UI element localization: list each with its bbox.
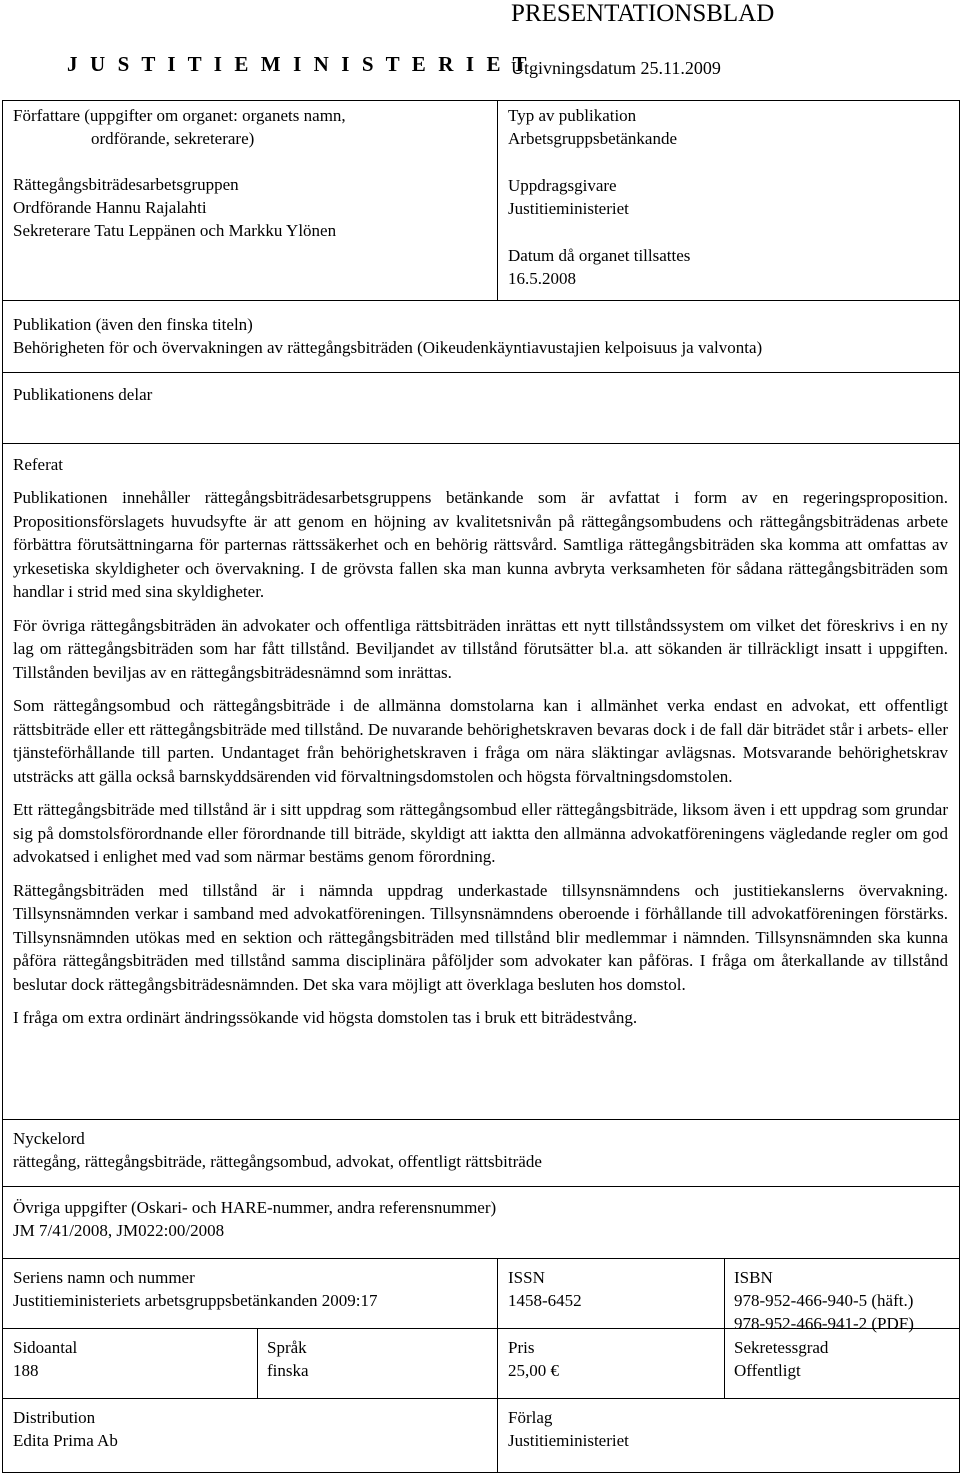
price-label: Pris bbox=[508, 1338, 535, 1357]
keywords-value: rättegång, rättegångsbiträde, rättegångsombud, advokat, offentligt rättsbiträde bbox=[13, 1152, 542, 1171]
isbn-label: ISBN bbox=[734, 1268, 773, 1287]
isbn-value-pdf: 978-952-466-941-2 (PDF) bbox=[734, 1314, 914, 1333]
publication-title: Behörigheten för och övervakningen av rättegångsbiträden (Oikeudenkäyntiavustajien kelpoisuus ja valvonta) bbox=[13, 338, 763, 357]
abstract-cell bbox=[13, 453, 948, 1030]
confidentiality-label: Sekretessgrad bbox=[734, 1338, 829, 1357]
table-left-border bbox=[2, 100, 3, 1473]
bottom-column-divider-1 bbox=[497, 1258, 498, 1473]
row-divider-parts bbox=[2, 372, 960, 373]
row-divider-keywords bbox=[2, 1119, 960, 1120]
row-divider-publication bbox=[2, 300, 960, 301]
bottom-column-divider-2 bbox=[724, 1258, 725, 1398]
top-column-divider bbox=[497, 100, 498, 300]
distribution-value: Edita Prima Ab bbox=[13, 1431, 118, 1450]
appointed-date-value: 16.5.2008 bbox=[508, 269, 576, 288]
author-label-line1: Författare (uppgifter om organet: organets namn, bbox=[13, 106, 346, 125]
abstract-paragraph: Ett rättegångsbiträde med tillstånd är i sitt uppdrag som rättegångsombud eller rättegångsbiträde, liksom även i ett uppdrag som grundar sig på domstolsförordnande eller förordnande till biträde, skyldigt att iaktta den allmänna advokatföreningens vägledande regler om god advokatsed i enlighet med vad som närmar bestäms genom förordning. bbox=[13, 800, 948, 866]
issn-cell bbox=[508, 1266, 718, 1312]
language-label: Språk bbox=[267, 1338, 307, 1357]
abstract-paragraph: För övriga rättegångsbiträden än advokater och offentliga rättsbiträden inrättas ett nytt tillståndssystem om vilket det föreskrivs i en ny lag om rättegångsbiträden som har fått tillstånd. Beviljandet av tillstånd förutsätter bl.a. att sökanden är tillräckligt insatt i uppgiften. Tillstånden beviljas av en rättegångsbiträdesnämnd som inrättas. bbox=[13, 615, 948, 682]
publisher-label: Förlag bbox=[508, 1408, 553, 1427]
row-divider-other bbox=[2, 1186, 960, 1187]
keywords-cell bbox=[13, 1127, 953, 1173]
confidentiality-cell bbox=[734, 1336, 956, 1382]
author-secretaries: Sekreterare Tatu Leppänen och Markku Ylönen bbox=[13, 221, 337, 240]
price-cell bbox=[508, 1336, 718, 1382]
pages-label: Sidoantal bbox=[13, 1338, 78, 1357]
publisher-value: Justitieministeriet bbox=[508, 1431, 629, 1450]
abstract-paragraph: Rättegångsbiträden med tillstånd är i nämnda uppdrag underkastade tillsynsnämndens och justitiekanslerns övervakning. Tillsynsnämnden verkar i samband med advokatföreningen. Tillsynsnämndens oberoende i förhållande till advokatföreningen förstärks. Tillsynsnämnden utökas med en sektion och rättegångsbiträden med tillstånd blir medlemmar i nämnden. Tillsynsnämnden ska kunna påföra rättegångsbiträden med tillstånd samma disciplinära påföljder som advokater kan påföras. I fråga om återkallande av tillstånd beslutar dock rättegångsbiträdesnämnden. Det ska vara möjligt att överklaga besluten hos domstol. bbox=[13, 880, 948, 994]
isbn-cell bbox=[734, 1266, 956, 1335]
row-divider-abstract bbox=[2, 443, 960, 444]
parts-label: Publikationens delar bbox=[13, 385, 153, 404]
issn-value: 1458-6452 bbox=[508, 1291, 582, 1310]
commissioner-value: Justitieministeriet bbox=[508, 199, 629, 218]
distribution-label: Distribution bbox=[13, 1408, 96, 1427]
keywords-label: Nyckelord bbox=[13, 1129, 85, 1148]
other-info-value: JM 7/41/2008, JM022:00/2008 bbox=[13, 1221, 225, 1240]
commissioner-label: Uppdragsgivare bbox=[508, 176, 617, 195]
abstract-paragraph: Som rättegångsombud och rättegångsbiträde i de allmänna domstolarna kan i allmänhet verka endast en advokat, ett offentligt rättsbiträde eller ett rättegångsbiträde med tillstånd. De nuvarande behörighetskraven bevaras dock i de fall där biträdet står i arbets- eller tjänsteförhållande till parten. Undantaget från behörighetskraven i fråga om nära släktingar avlägsnas. Motsvarande behörighetskrav utsträcks att gälla också barnskyddsärenden vid förvaltningsdomstolen och högsta förvaltningsdomstolen. bbox=[13, 696, 948, 786]
price-value: 25,00 € bbox=[508, 1361, 559, 1380]
confidentiality-value: Offentligt bbox=[734, 1361, 801, 1380]
pages-value: 188 bbox=[13, 1361, 39, 1380]
publication-type-label: Typ av publikation bbox=[508, 106, 637, 125]
ministry-name: J U S T I T I E M I N I S T E R I E T bbox=[67, 52, 531, 76]
issn-label: ISSN bbox=[508, 1268, 545, 1287]
author-label-line2: ordförande, sekreterare) bbox=[91, 129, 255, 148]
author-group-name: Rättegångsbiträdesarbetsgruppen bbox=[13, 175, 239, 194]
language-value: finska bbox=[267, 1361, 309, 1380]
other-info-label: Övriga uppgifter (Oskari- och HARE-nummer, andra referensnummer) bbox=[13, 1198, 497, 1217]
abstract-label: Referat bbox=[13, 455, 64, 474]
abstract-paragraph: Publikationen innehåller rättegångsbiträdesarbetsgruppens betänkande som är avfattat i form av en regeringsproposition. Propositionsförslagets huvudsyfte är att genom en höjning av kvalitetsnivån på rättegångsombudens och rättegångsbiträdenas arbete förbättra förutsättningarna för parternas rättssäkerhet och en behörig rättsvård. Samtliga rättegångsbiträden ska komma att omfattas av yrkesetiska skyldigheter och övervakning. I de grövsta fallen ska man kunna avbryta verksamheten för sådana rättegångsbiträden som handlar i strid med sina skyldigheter. bbox=[13, 488, 948, 601]
document-type-title: PRESENTATIONSBLAD bbox=[511, 0, 775, 27]
other-info-cell bbox=[13, 1196, 953, 1242]
table-top-border bbox=[2, 100, 960, 101]
row-divider-distribution bbox=[2, 1398, 960, 1399]
publication-type-value: Arbetsgruppsbetänkande bbox=[508, 129, 678, 148]
bottom-column-divider-3 bbox=[257, 1328, 258, 1398]
series-label: Seriens namn och nummer bbox=[13, 1268, 195, 1287]
release-date: Utgivningsdatum 25.11.2009 bbox=[511, 58, 721, 78]
language-cell bbox=[267, 1336, 492, 1382]
meta-cell bbox=[508, 104, 948, 290]
abstract-paragraph: I fråga om extra ordinärt ändringssökande vid högsta domstolen tas i bruk ett biträdestvång. bbox=[13, 1008, 638, 1027]
publication-cell bbox=[13, 313, 953, 359]
publication-label: Publikation (även den finska titeln) bbox=[13, 315, 253, 334]
publisher-cell bbox=[508, 1406, 948, 1452]
row-divider-series bbox=[2, 1258, 960, 1259]
table-bottom-border bbox=[2, 1472, 960, 1473]
isbn-value-print: 978-952-466-940-5 (häft.) bbox=[734, 1291, 914, 1310]
author-cell bbox=[13, 104, 493, 242]
distribution-cell bbox=[13, 1406, 493, 1452]
series-cell bbox=[13, 1266, 493, 1312]
pages-cell bbox=[13, 1336, 253, 1382]
appointed-date-label: Datum då organet tillsattes bbox=[508, 246, 691, 265]
author-chair: Ordförande Hannu Rajalahti bbox=[13, 198, 207, 217]
series-value: Justitieministeriets arbetsgruppsbetänkanden 2009:17 bbox=[13, 1291, 378, 1310]
